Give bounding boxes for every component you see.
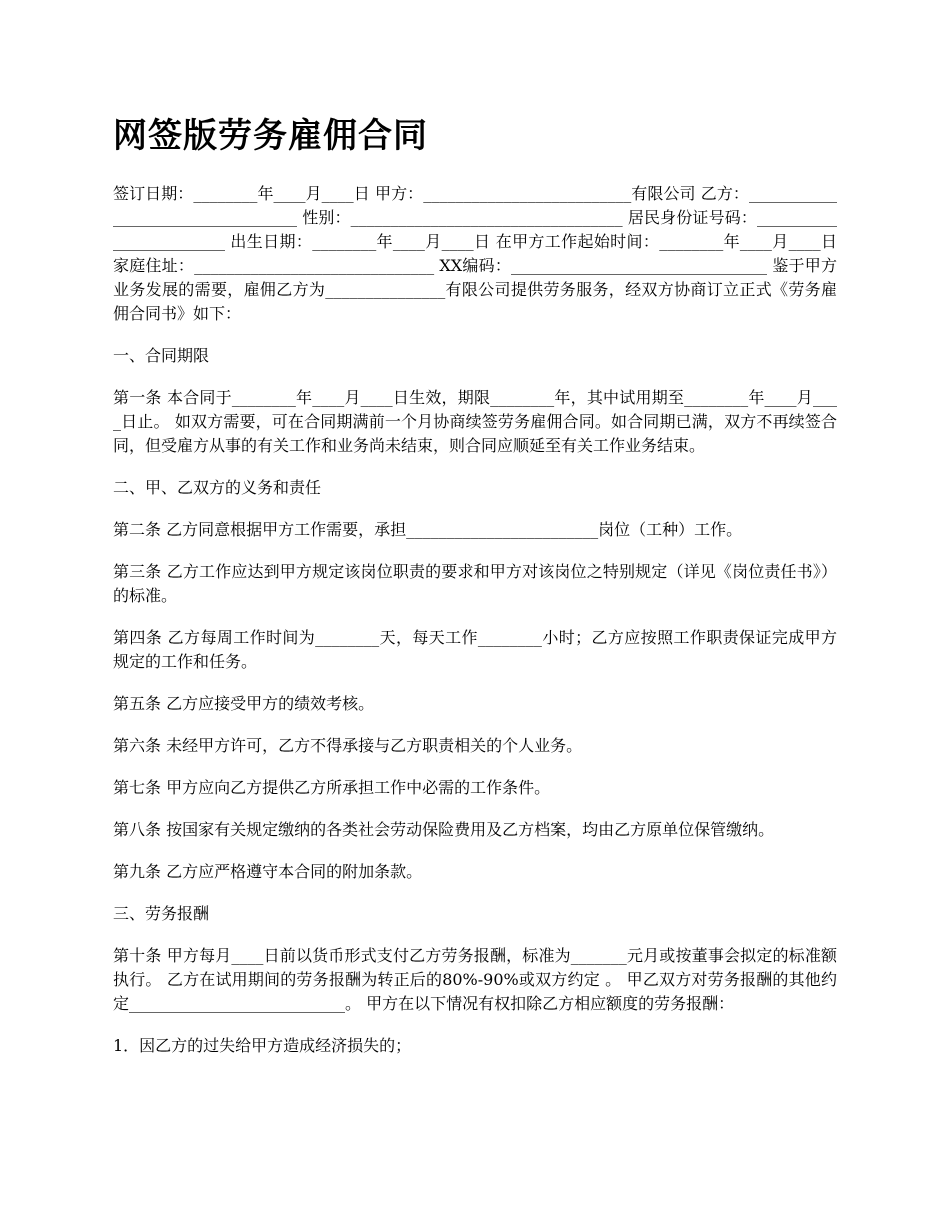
article-9: 第九条 乙方应严格遵守本合同的附加条款。 — [113, 862, 423, 881]
article-5: 第五条 乙方应接受甲方的绩效考核。 — [113, 694, 375, 713]
article-7: 第七条 甲方应向乙方提供乙方所承担工作中必需的工作条件。 — [113, 778, 551, 797]
article-2: 第二条 乙方同意根据甲方工作需要，承担________________________岗位（工种）工作。 — [113, 520, 743, 539]
intro-paragraph: 签订日期：________年____月____日 甲方：__________________________有限公司 乙方：__________________________________ 性别：__________________________________ 居民身份证号码：________________________ 出生日期：________年____月____日 在甲方工作起始时间：________年____月____日 家庭住址：______________________________ XX编码：________________________________ 鉴于甲方业务发展的需要，雇佣乙方为_______________有限公司提供劳务服务，经双方协商订立正式《劳务雇佣合同书》如下： — [113, 184, 837, 323]
article-3: 第三条 乙方工作应达到甲方规定该岗位职责的要求和甲方对该岗位之特别规定（详见《岗位责任书》）的标准。 — [113, 562, 837, 605]
document-page — [113, 112, 837, 1076]
document-title: 网签版劳务雇佣合同 — [113, 116, 428, 156]
list-item: 1．因乙方的过失给甲方造成经济损失的； — [113, 1036, 412, 1055]
section-heading-remuneration: 三、劳务报酬 — [113, 904, 210, 923]
article-6: 第六条 未经甲方许可，乙方不得承接与乙方职责相关的个人业务。 — [113, 736, 583, 755]
article-4: 第四条 乙方每周工作时间为________天，每天工作________小时；乙方应按照工作职责保证完成甲方规定的工作和任务。 — [113, 628, 837, 671]
article-1: 第一条 本合同于________年____月____日生效，期限________年，其中试用期至________年____月____日止。 如双方需要，可在合同期满前一个月协商续签劳务雇佣合同。如合同期已满，双方不再续签合同，但受雇方从事的有关工作和业务尚未结束，则合同应顺延至有关工作业务结束。 — [113, 388, 837, 455]
article-10: 第十条 甲方每月____日前以货币形式支付乙方劳务报酬，标准为_______元月或按董事会拟定的标准额执行。 乙方在试用期间的劳务报酬为转正后的80%-90%或双方约定 。 甲乙双方对劳务报酬的其他约定___________________________。 甲方在以下情况有权扣除乙方相应额度的劳务报酬： — [113, 946, 837, 1013]
section-heading-duties: 二、甲、乙双方的义务和责任 — [113, 478, 322, 497]
section-heading-term: 一、合同期限 — [113, 346, 210, 365]
article-8: 第八条 按国家有关规定缴纳的各类社会劳动保险费用及乙方档案，均由乙方原单位保管缴纳。 — [113, 820, 775, 839]
